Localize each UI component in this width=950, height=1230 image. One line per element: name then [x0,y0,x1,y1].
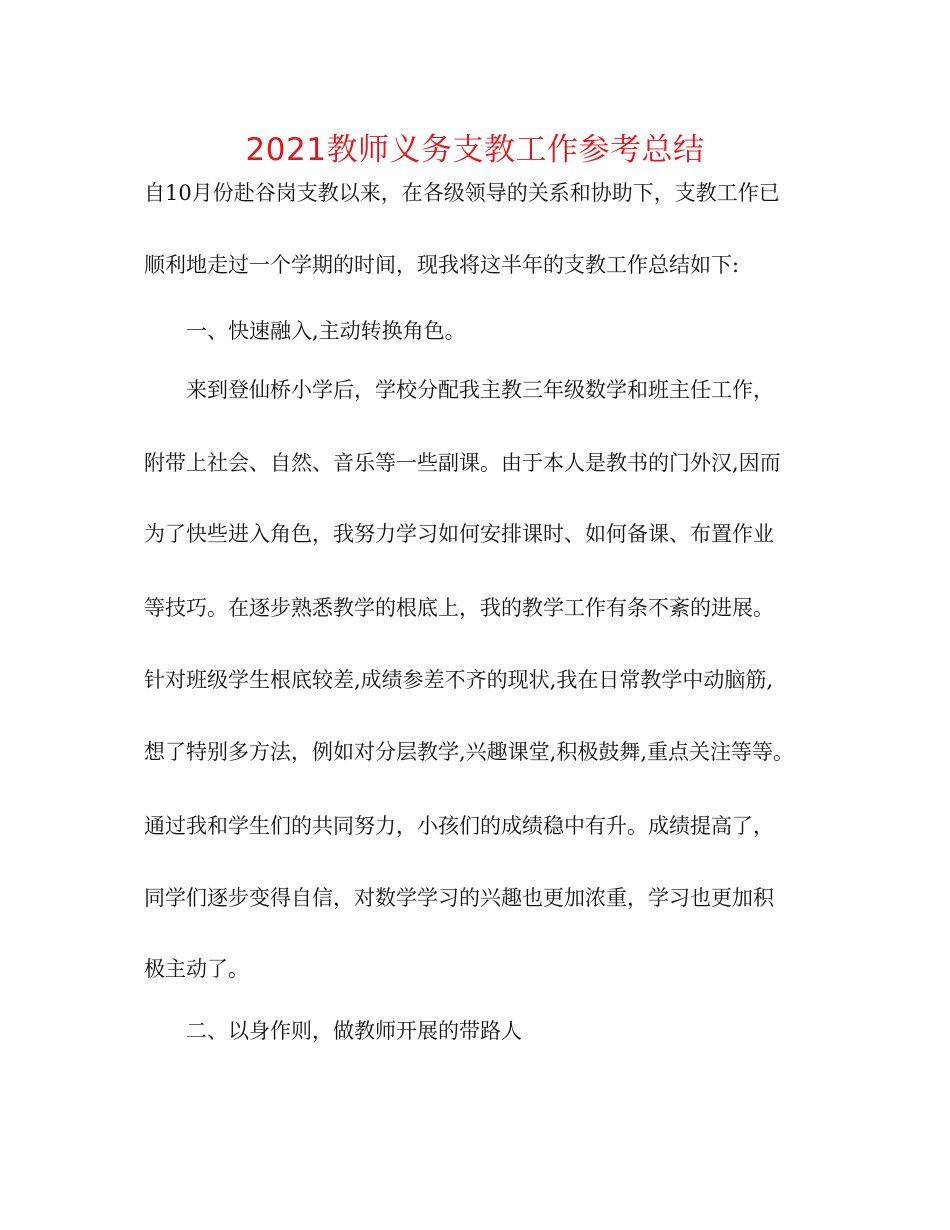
text-line-5: 附带上社会、自然、音乐等一些副课。由于本人是教书的门外汉,因而 [144,451,781,475]
text-line-8: 针对班级学生根底较差,成绩参差不齐的现状,我在日常教学中动脑筋, [144,668,774,692]
text-line-9: 想了特别多方法，例如对分层教学,兴趣课堂,积极鼓舞,重点关注等等。 [144,740,795,764]
text-line-11: 同学们逐步变得自信，对数学学习的兴趣也更加浓重，学习也更加积 [144,886,774,910]
text-line-1: 自10月份赴谷岗支教以来，在各级领导的关系和协助下，支教工作已 [144,181,780,205]
section-heading-1: 一、快速融入,主动转换角色。 [186,319,466,343]
text-line-2: 顺利地走过一个学期的时间，现我将这半年的支教工作总结如下: [144,253,740,277]
text-line-12: 极主动了。 [144,957,249,981]
section-heading-2: 二、以身作则，做教师开展的带路人 [186,1019,522,1043]
text-line-7: 等技巧。在逐步熟悉教学的根底上，我的教学工作有条不紊的进展。 [144,596,774,620]
text-line-4: 来到登仙桥小学后，学校分配我主教三年级数学和班主任工作， [186,378,774,402]
document-title: 2021教师义务支教工作参考总结 [245,132,705,168]
text-line-10: 通过我和学生们的共同努力，小孩们的成绩稳中有升。成绩提高了， [144,814,774,838]
text-line-6: 为了快些进入角色，我努力学习如何安排课时、如何备课、布置作业 [144,522,774,546]
